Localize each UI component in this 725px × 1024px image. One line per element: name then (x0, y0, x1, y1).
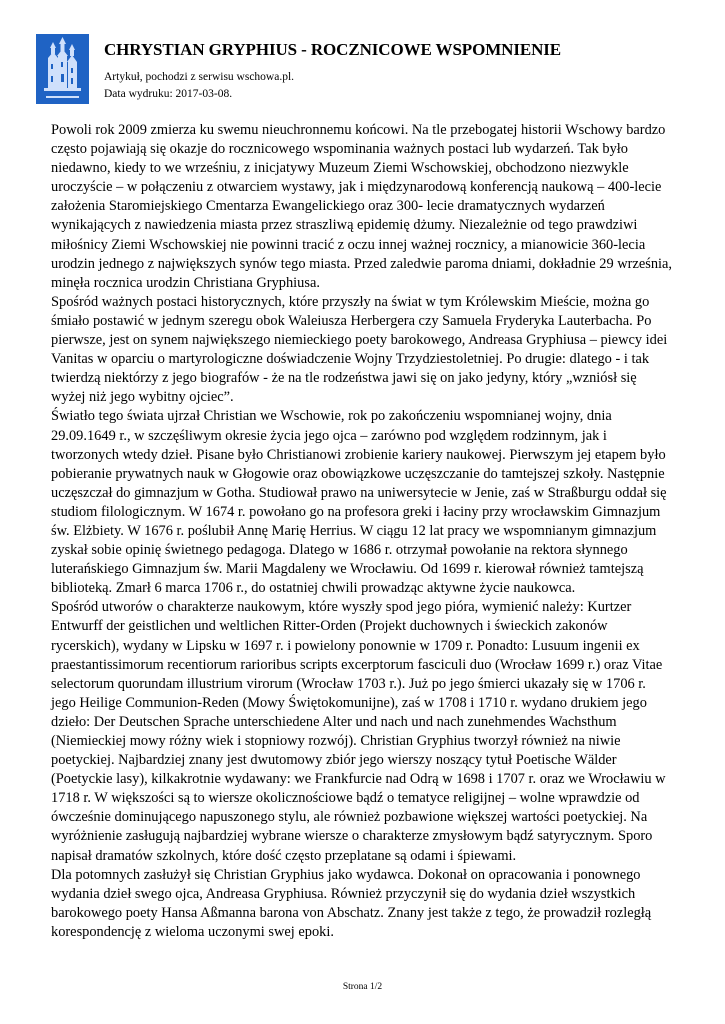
article-paragraph: Światło tego świata ujrzał Christian we Wschowie, rok po zakończeniu wspomnianej wojny, dnia 29.09.1649 r., w szczęśliwym okresie życia jego ojca – zarówno pod względem rodzinnym, jak i tworzonych wtedy dzieł. Pisane było Christianowi zrobienie kariery naukowej. Pierwszym jej etapem było pobieranie prywatnych nauk w Głogowie oraz obowiązkowe uczęszczanie do tamtejszej szkoły. Następnie uczęszczał do gimnazjum w Gotha. Studiował prawo na uniwersytecie w Jenie, zaś w Straßburgu oddał się studiom filologicznym. W 1674 r. powołano go na profesora greki i łaciny przy wrocławskim Gimnazjum św. Elżbiety. W 1676 r. poślubił Annę Marię Herrius. W ciągu 12 lat pracy we wspomnianym gimnazjum zyskał sobie opinię świetnego pedagoga. Dlatego w 1686 r. otrzymał powołanie na rektora słynnego luterańskiego Gimnazjum św. Marii Magdaleny we Wrocławiu. Od 1699 r. kierował również tamtejszą biblioteką. Zmarł 6 marca 1706 r., do ostatniej chwili prowadząc aktywne życie naukowca. (51, 408, 667, 597)
print-date: Data wydruku: 2017-03-08. (104, 88, 233, 100)
article-paragraph: Spośród utworów o charakterze naukowym, które wyszły spod jego pióra, wymienić należy: Kurtzer Entwurff der geistlichen und weltlichen Ritter-Orden (Projekt duchownych i świeckich zakonów rycerskich), wydany w Lipsku w 1697 r. i powielony ponownie w 1709 r. Ponadto: Lusuum ingenii ex praestantissimorum recentiorum rarioribus scripts excerptorum fasciculi duo (Wrocław 1699 r.) oraz Vitae selectorum quorundam illustrium virorum (Wrocław 1703 r.). Już po jego śmierci ukazały się w 1706 r. jego Heilige Communion-Reden (Mowy Świętokomunijne), zaś w 1708 i 1710 r. wydano drukiem jego dzieło: Der Deutschen Sprache unterschiedene Alter und nach und nach zunehmendes Wachsthum (Niemieckiej mowy różny wiek i stopniowy rozwój). Christian Gryphius tworzył również na niwie poetyckiej. Najbardziej znany jest dwutomowy zbiór jego wierszy noszący tytuł Poetische Wälder (Poetyckie lasy), kilkakrotnie wydawany: we Frankfurcie nad Odrą w 1698 i 1707 r. oraz we Wrocławiu w 1718 r. W większości są to wiersze okolicznościowe bądź o tematyce religijnej – wolne wprawdzie od ówcześnie dominującego napuszonego stylu, ale również pozbawione większej wartości poetyckiej. Na wyróżnienie zasługują najbardziej wybrane wiersze o charakterze zmysłowym bądź satyrycznym. Sporo napisał dramatów szkolnych, które dość często przeplatane są odami i śpiewami. (51, 599, 666, 864)
article-body (51, 121, 673, 942)
site-logo (36, 34, 89, 104)
article-paragraph: Powoli rok 2009 zmierza ku swemu nieuchronnemu końcowi. Na tle przebogatej historii Wschowy bardzo często pojawiają się okazje do rocznicowego wspominania ważnych postaci lub wydarzeń. Tak było niedawno, kiedy to we wrześniu, z inicjatywy Muzeum Ziemi Wschowskiej, obchodzono niezwykle uroczyście – w połączeniu z otwarciem wystawy, jak i międzynarodową konferencją naukową – 400-lecie założenia Staromiejskiego Cmentarza Ewangelickiego oraz 300- lecie dramatycznych wydarzeń wynikających z nawiedzenia miasta przez straszliwą epidemię dżumy. Niezależnie od tego prawdziwi miłośnicy Ziemi Wschowskiej nie powinni tracić z oczu innej ważnej rocznicy, a mianowicie 360-lecia urodzin jednego z największych synów tego miasta. Przed zaledwie paroma dniami, dokładnie 29 września, minęła rocznica urodzin Christiana Gryphiusa. (51, 122, 672, 291)
source-line: Artykuł, pochodzi z serwisu wschowa.pl. (104, 71, 295, 83)
article-paragraph: Dla potomnych zasłużył się Christian Gryphius jako wydawca. Dokonał on opracowania i ponownego wydania dzieł swego ojca, Andreasa Gryphiusa. Również przyczynił się do wydania dzieł wszystkich barokowego poety Hansa Aßmanna barona von Abschatz. Znany jest także z tego, że prowadził rozległą korespondencję z wieloma uczonymi swej epoki. (51, 866, 652, 940)
page-title: CHRYSTIAN GRYPHIUS - ROCZNICOWE WSPOMNIENIE (104, 40, 562, 59)
church-towers-icon (36, 34, 89, 104)
article-paragraph: Spośród ważnych postaci historycznych, które przyszły na świat w tym Królewskim Mieście, można go śmiało postawić w jednym szeregu obok Waleiusza Herbergera czy Samuela Fryderyka Lauterbacha. Po pierwsze, jest on synem największego niemieckiego poety barokowego, Andreasa Gryphiusa – piewcy idei Vanitas w oparciu o martyrologiczne doświadczenie Wojny Trzydziestoletniej. Po drugie: dlatego - i tak twierdzą niektórzy z jego biografów - że na tle rodzeństwa jawi się on jako jedyny, który „wzniósł się wyżej niż jego wybitny ojciec”. (51, 293, 668, 406)
page-number: Strona 1/2 (342, 982, 383, 992)
